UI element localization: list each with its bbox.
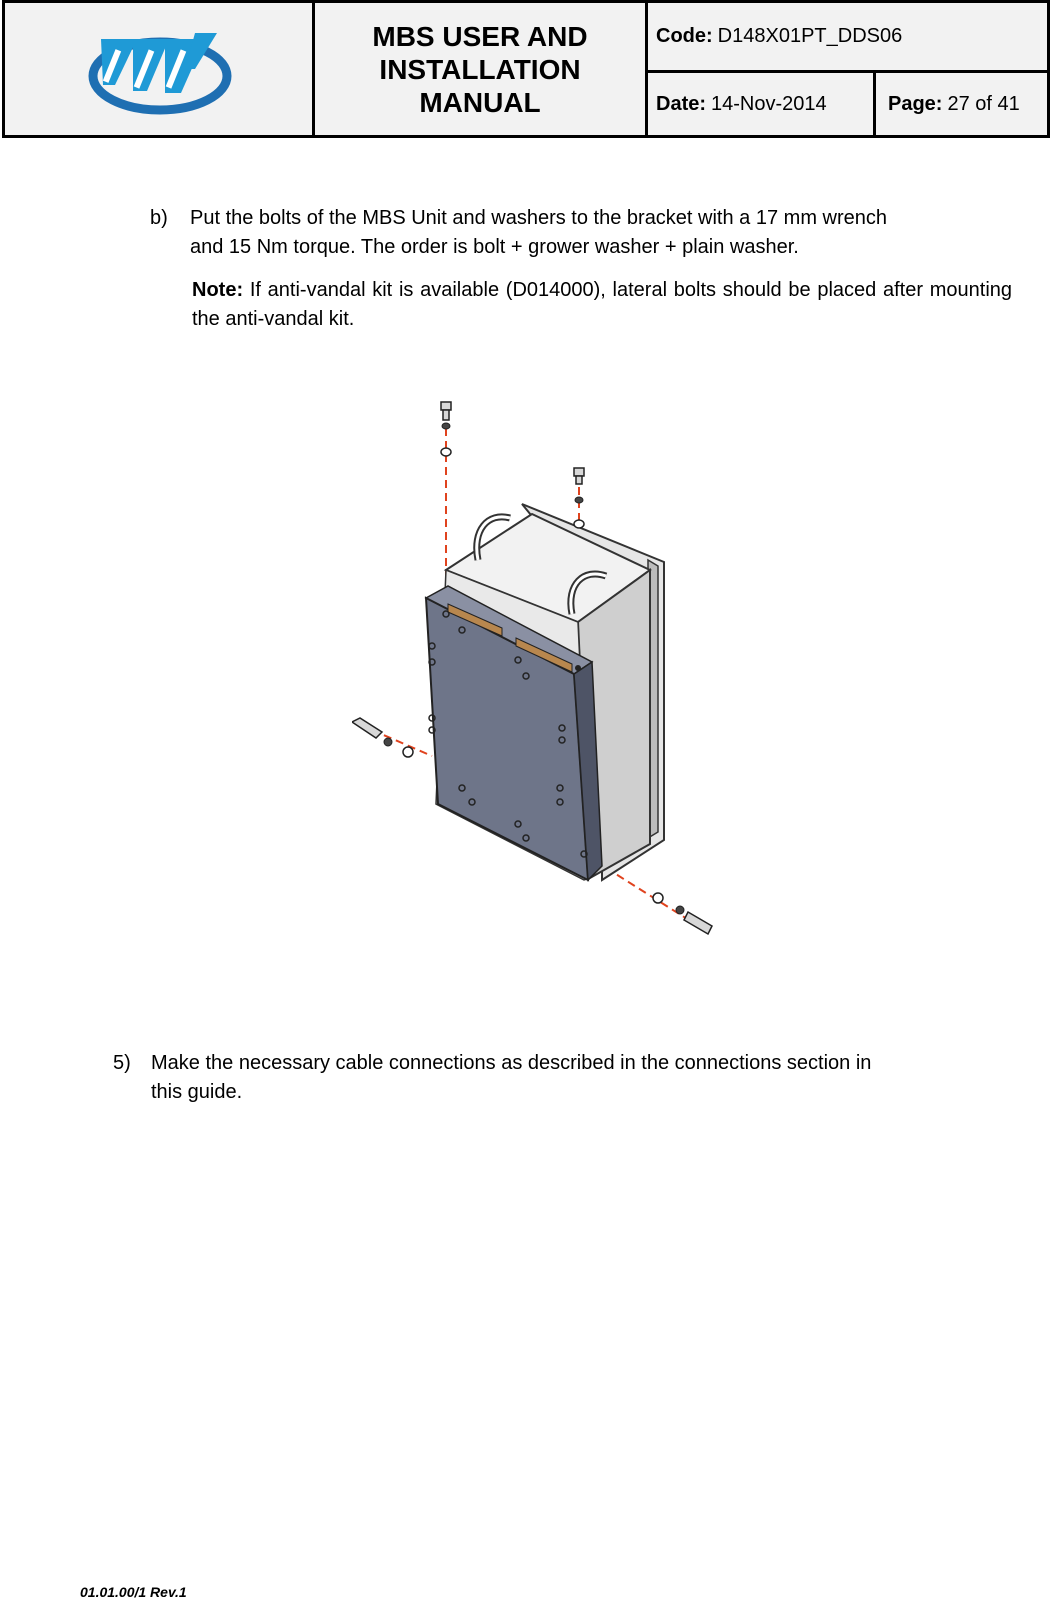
note-paragraph <box>192 276 1012 334</box>
date-label: Date: <box>656 92 707 115</box>
step-5-text-line1: Make the necessary cable connections as described in the connections section in <box>151 1052 872 1074</box>
mounting-illustration <box>352 392 736 958</box>
note-text: If anti-vandal kit is available (D014000), lateral bolts should be placed after mounting the anti-vandal kit. <box>192 279 1013 330</box>
page-label: Page: <box>888 92 943 115</box>
document-header <box>2 0 1050 138</box>
date-value: 14-Nov-2014 <box>711 92 827 115</box>
step-b-text-line2: and 15 Nm torque. The order is bolt + grower washer + plain washer. <box>190 236 799 258</box>
note-label: Note: <box>192 279 244 301</box>
code-value: D148X01PT_DDS06 <box>717 25 903 47</box>
step-b-marker: b) <box>150 207 168 229</box>
step-5-text-line2: this guide. <box>151 1081 243 1103</box>
step-5-paragraph <box>113 1049 1012 1107</box>
footer-revision: 01.01.00/1 Rev.1 <box>80 1584 187 1600</box>
step-b-paragraph <box>150 204 1012 262</box>
code-field <box>648 3 1047 73</box>
lateral-bolt-left <box>352 718 413 757</box>
document-title: MBS USER AND INSTALLATION MANUAL <box>315 3 648 135</box>
date-field <box>648 73 876 135</box>
step-b-text-line1: Put the bolts of the MBS Unit and washers to the bracket with a 17 mm wrench <box>190 207 888 229</box>
company-logo <box>5 3 309 135</box>
step-5-marker: 5) <box>113 1052 131 1074</box>
lateral-bolt-right <box>653 893 712 934</box>
page-value: 27 of 41 <box>947 92 1020 115</box>
page-field <box>876 73 1047 135</box>
logo-cell <box>5 3 315 135</box>
code-label: Code: <box>656 25 713 47</box>
top-bolt-left <box>441 402 451 456</box>
